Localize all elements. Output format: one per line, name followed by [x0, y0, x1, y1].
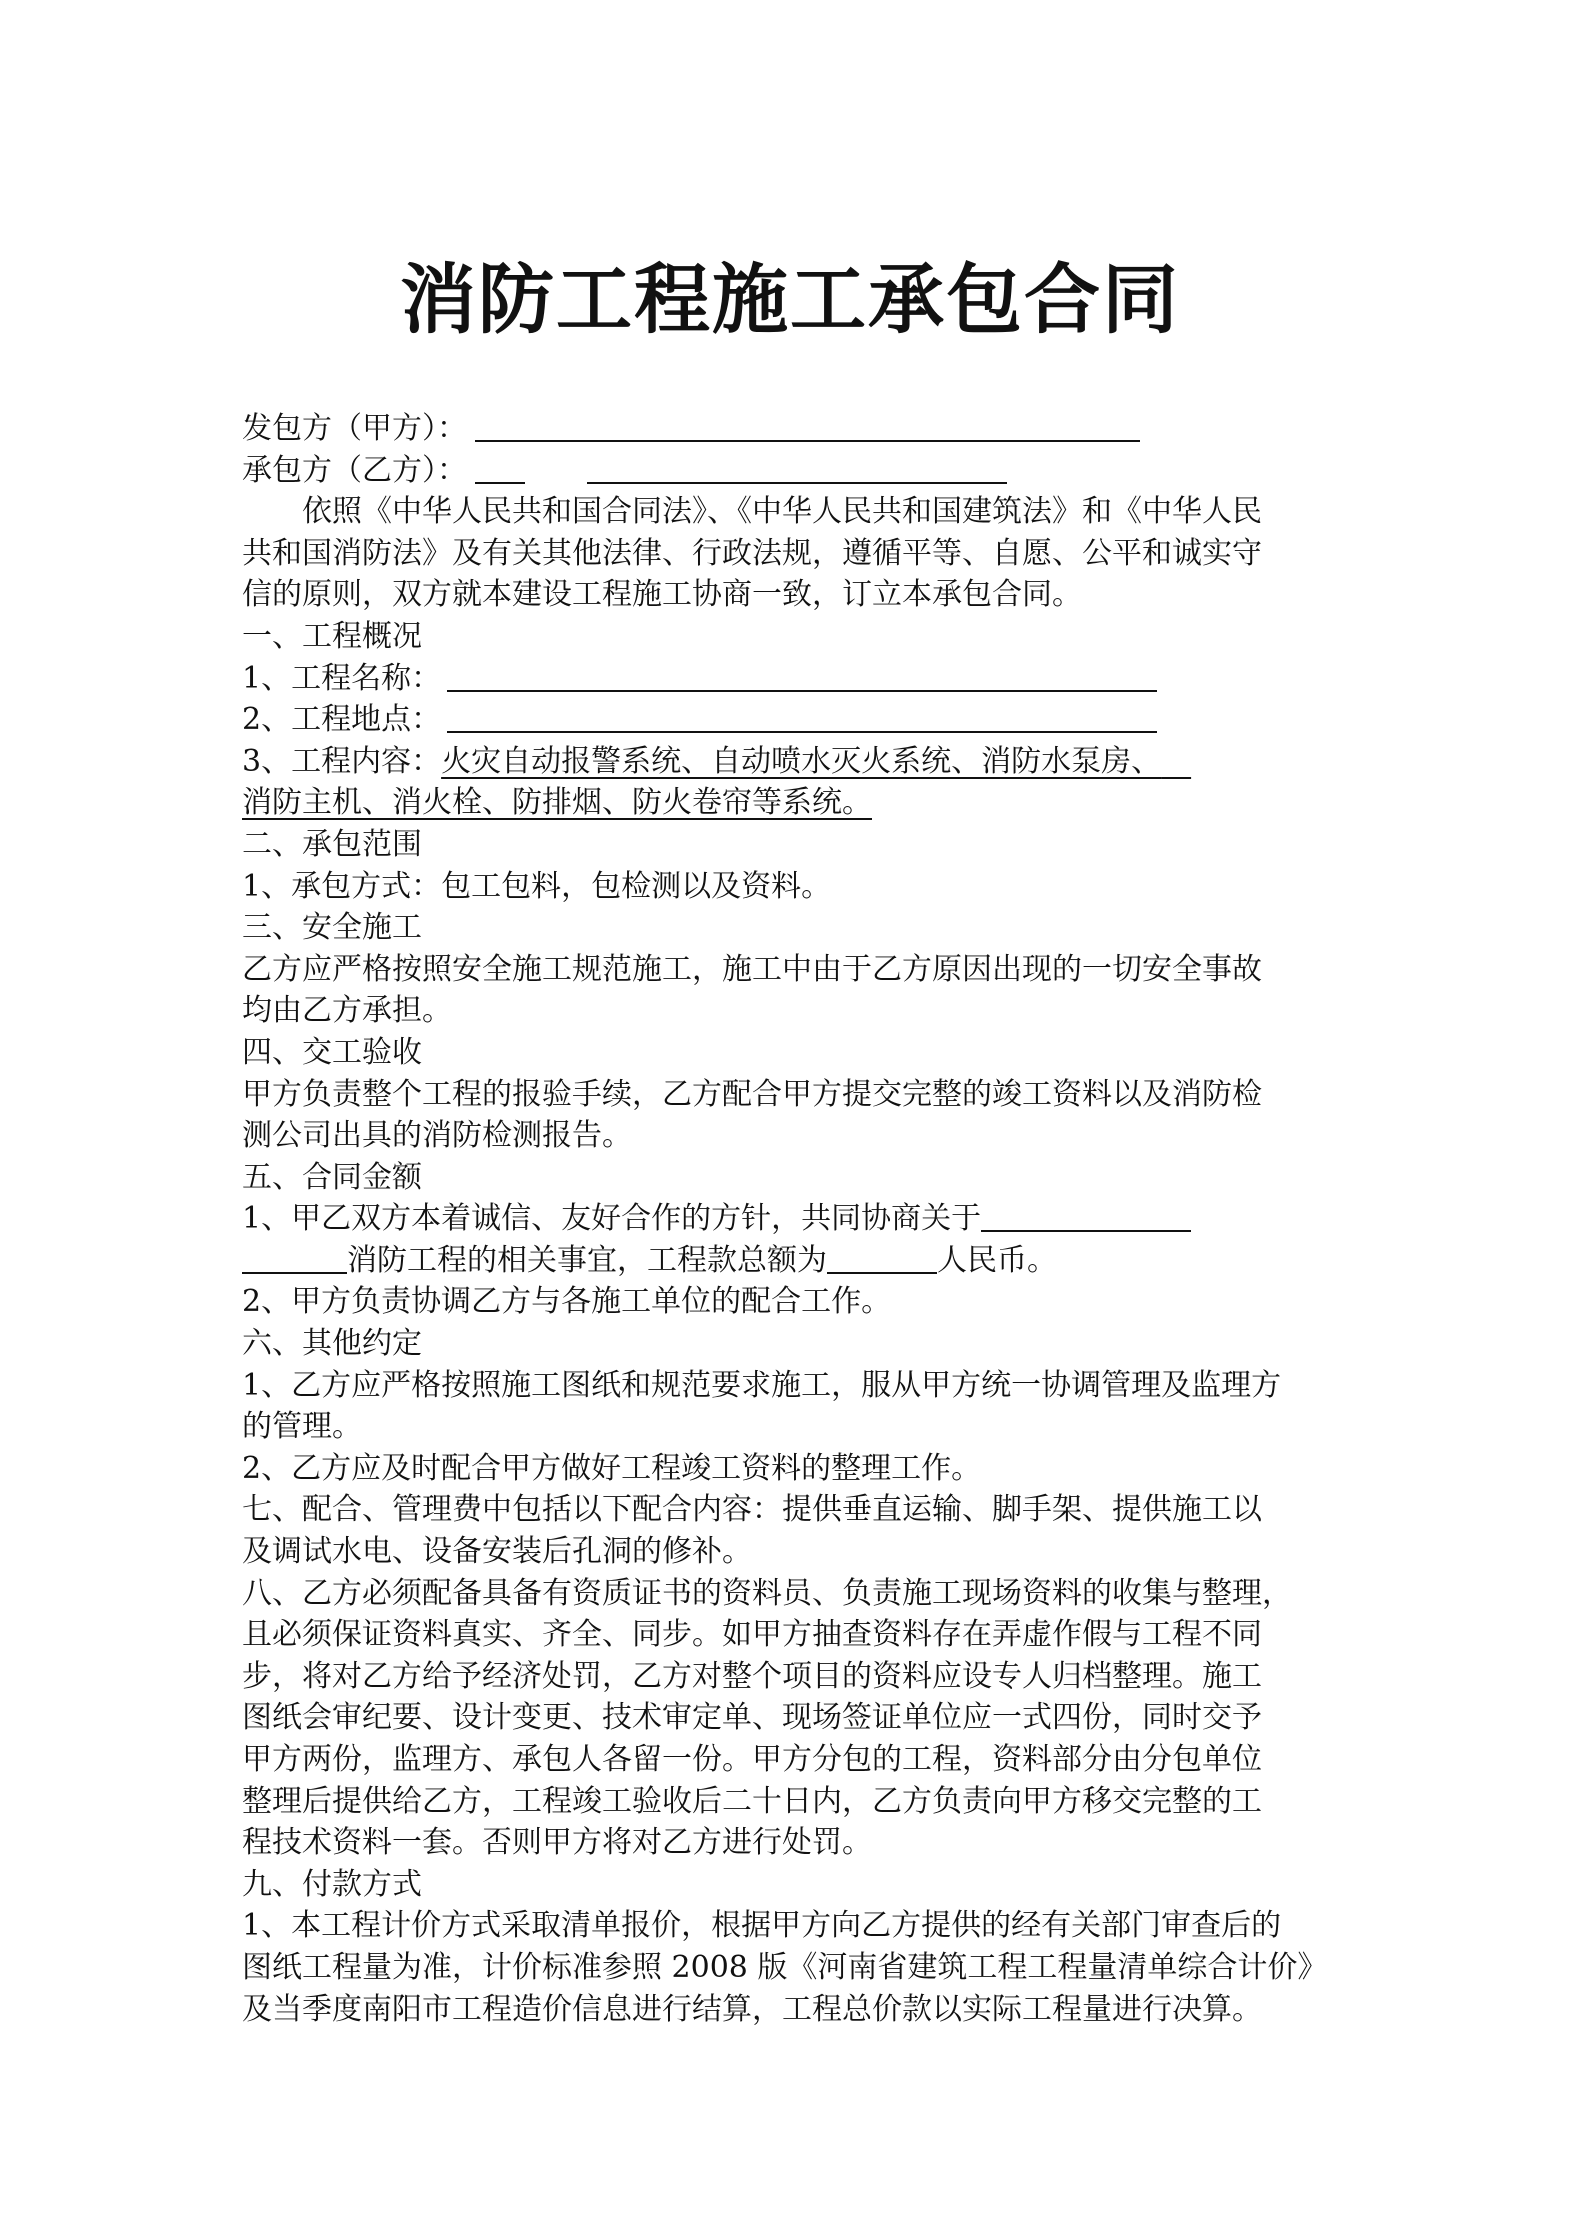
section-heading: 四、交工验收 [242, 1034, 422, 1070]
project-location-label: 2、工程地点： [242, 702, 442, 738]
paragraph-line: 2、甲方负责协调乙方与各施工单位的配合工作。 [242, 1284, 892, 1320]
paragraph-line: 均由乙方承担。 [242, 993, 452, 1029]
section-paragraph: 及调试水电、设备安装后孔洞的修补。 [242, 1534, 752, 1570]
party-a-label: 发包方（甲方）： [242, 411, 467, 446]
contract-amount-line-1 [242, 1198, 1372, 1240]
section-heading: 九、付款方式 [242, 1866, 422, 1902]
section-heading: 三、安全施工 [242, 910, 422, 946]
project-name-blank[interactable] [447, 660, 1157, 692]
currency-text: 人民币。 [937, 1242, 1057, 1278]
section-paragraph: 八、乙方必须配备具备有资质证书的资料员、负责施工现场资料的收集与整理， [242, 1575, 1292, 1611]
contract-amount-text: 消防工程的相关事宜，工程款总额为 [347, 1242, 827, 1278]
party-b-blank-short[interactable] [475, 452, 525, 484]
paragraph-line: 的管理。 [242, 1409, 362, 1445]
party-b-label: 承包方（乙方）： [242, 452, 467, 488]
project-content-line [242, 741, 1372, 783]
contract-amount-text: 1、甲乙双方本着诚信、友好合作的方针，共同协商关于 [242, 1201, 982, 1237]
project-location-line [242, 699, 1372, 741]
section-heading: 二、承包范围 [242, 826, 422, 862]
section-heading: 五、合同金额 [242, 1159, 422, 1195]
intro-paragraph: 共和国消防法》及有关其他法律、行政法规，遵循平等、自愿、公平和诚实守 [242, 535, 1262, 571]
contract-amount-line-2 [242, 1240, 1372, 1282]
paragraph-line: 1、乙方应严格按照施工图纸和规范要求施工，服从甲方统一协调管理及监理方 [242, 1367, 1282, 1403]
project-content-pad [1161, 744, 1191, 779]
project-subject-blank[interactable] [981, 1200, 1191, 1232]
paragraph-line: 2、乙方应及时配合甲方做好工程竣工资料的整理工作。 [242, 1450, 982, 1486]
total-amount-blank[interactable] [827, 1242, 937, 1274]
section-heading: 一、工程概况 [242, 618, 422, 654]
project-content-line-2 [242, 782, 1372, 824]
project-subject-blank-cont[interactable] [242, 1242, 347, 1274]
party-b-blank[interactable] [587, 452, 1007, 484]
party-a-line [242, 408, 1372, 450]
intro-paragraph: 依照《中华人民共和国合同法》、《中华人民共和国建筑法》和《中华人民 [302, 494, 1262, 530]
paragraph-line: 图纸工程量为准，计价标准参照 2008 版《河南省建筑工程工程量清单综合计价》 [242, 1949, 1328, 1985]
document-body [242, 408, 1372, 2030]
project-name-label: 1、工程名称： [242, 660, 442, 696]
party-b-line [242, 450, 1372, 492]
party-a-blank[interactable] [475, 410, 1140, 442]
intro-paragraph: 信的原则，双方就本建设工程施工协商一致，订立本承包合同。 [242, 577, 1082, 613]
project-name-line [242, 658, 1372, 700]
document-title: 消防工程施工承包合同 [400, 255, 1180, 344]
project-content-value: 消防主机、消火栓、防排烟、防火卷帘等系统。 [242, 785, 872, 821]
section-heading: 六、其他约定 [242, 1326, 422, 1362]
section-paragraph: 步，将对乙方给予经济处罚，乙方对整个项目的资料应设专人归档整理。施工 [242, 1658, 1262, 1694]
paragraph-line: 乙方应严格按照安全施工规范施工，施工中由于乙方原因出现的一切安全事故 [242, 951, 1262, 987]
paragraph-line: 1、承包方式：包工包料，包检测以及资料。 [242, 868, 832, 904]
section-paragraph: 七、配合、管理费中包括以下配合内容：提供垂直运输、脚手架、提供施工以 [242, 1492, 1262, 1528]
paragraph-line: 测公司出具的消防检测报告。 [242, 1118, 632, 1154]
project-content-label: 3、工程内容： [242, 743, 442, 779]
section-paragraph: 甲方两份，监理方、承包人各留一份。甲方分包的工程，资料部分由分包单位 [242, 1742, 1262, 1777]
project-location-blank[interactable] [447, 701, 1157, 733]
project-content-value: 火灾自动报警系统、自动喷水灭火系统、消防水泵房、 [441, 743, 1162, 779]
section-paragraph: 图纸会审纪要、设计变更、技术审定单、现场签证单位应一式四份，同时交予 [242, 1700, 1262, 1736]
paragraph-line: 1、本工程计价方式采取清单报价，根据甲方向乙方提供的经有关部门审查后的 [242, 1908, 1282, 1944]
section-paragraph: 程技术资料一套。否则甲方将对乙方进行处罚。 [242, 1825, 872, 1861]
section-paragraph: 且必须保证资料真实、齐全、同步。如甲方抽查资料存在弄虚作假与工程不同 [242, 1617, 1262, 1653]
paragraph-line: 及当季度南阳市工程造价信息进行结算，工程总价款以实际工程量进行决算。 [242, 1991, 1262, 2027]
paragraph-line: 甲方负责整个工程的报验手续，乙方配合甲方提交完整的竣工资料以及消防检 [242, 1076, 1262, 1112]
section-paragraph: 整理后提供给乙方，工程竣工验收后二十日内，乙方负责向甲方移交完整的工 [242, 1783, 1262, 1819]
